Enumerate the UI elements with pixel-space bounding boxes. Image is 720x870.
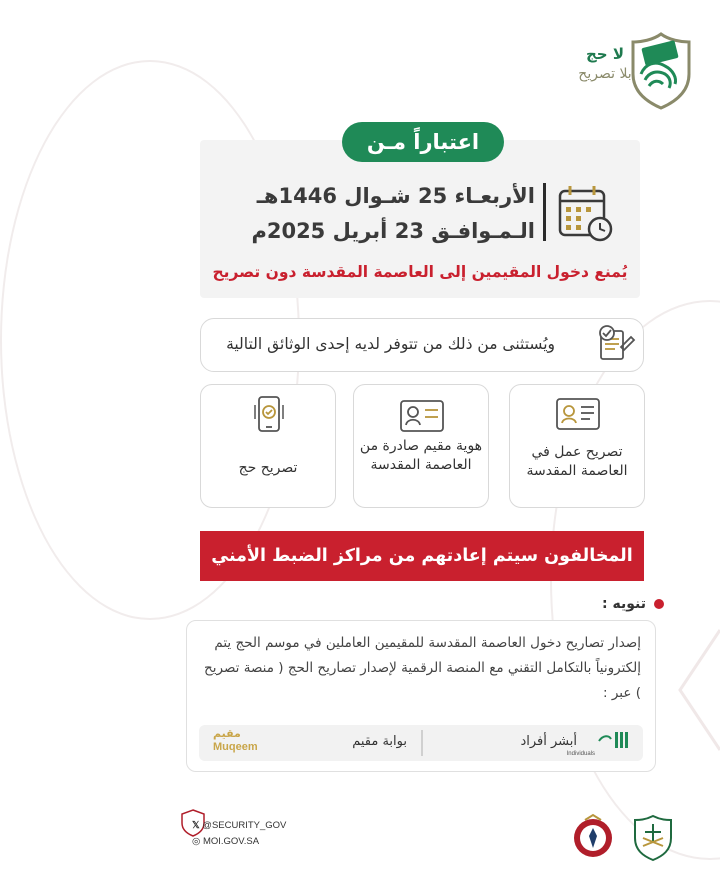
violators-warning: المخالفون سيتم إعادتهم من مراكز الضبط الأمني [200,531,644,581]
x-icon: 𝕏 [192,820,203,831]
resident-id-card-icon [398,397,446,435]
absher-logo-text: Individuals [566,751,595,757]
muqeem-logo-arabic: مقيم [213,727,241,740]
documents-check-icon [593,323,637,367]
website-link[interactable] [192,836,259,847]
document-label: تصريح عمل في العاصمة المقدسة [526,444,628,479]
logo-line-1: لا حج [585,45,624,63]
note-box [186,620,656,772]
note-bullet [654,599,664,609]
absher-logo-icon [566,729,633,757]
note-body: إصدار تصاريح دخول العاصمة المقدسة للمقيمين العاملين في موسم الحج يتم إلكترونياً بالتكامل التقني مع المنصة الرقمية لإصدار تصاريح الحج ( منصة تصريح ) عبر : [204,635,641,701]
brand-logo [575,30,700,110]
exception-text: ويُستثنى من ذلك من تتوفر لديه إحدى الوثائق التالية [226,335,555,353]
document-label: تصريح حج [238,460,298,476]
ministry-emblem-icon [631,812,675,862]
platforms-bar [199,725,643,761]
x-handle-text: @SECURITY_GOV [202,820,287,831]
x-handle[interactable] [192,820,286,831]
social-links [180,806,310,852]
exception-box [200,318,644,372]
calendar-clock-icon [556,183,616,243]
note-title: تنويه : [602,596,646,612]
muqeem-logo [207,727,257,759]
website-text: MOI.GOV.SA [202,836,260,847]
since-label: اعتباراً مـن [342,122,504,162]
work-permit-card-icon [554,395,602,433]
logo-text [575,44,635,84]
date-divider [543,183,546,241]
document-label: هوية مقيم صادرة من العاصمة المقدسة [359,438,483,473]
date-gregorian: الـمـوافـق 23 أبريل 2025م [251,219,535,243]
poster [120,0,720,870]
background-chevron [675,630,720,750]
absher-label: أبشر أفراد [520,734,577,749]
globe-icon: ◎ [192,836,203,847]
date-hijri: الأربعـاء 25 شـوال 1446هـ [256,184,535,208]
platform-divider [421,730,423,756]
document-card-resident-id [353,384,489,508]
entry-ban-text: يُمنع دخول المقيمين إلى العاصمة المقدسة دون تصريح [212,263,628,281]
document-card-hajj-permit [200,384,336,508]
police-emblem-icon [571,812,615,862]
muqeem-label: بوابة مقيم [352,734,407,749]
hajj-permit-shield-icon [625,30,697,110]
muqeem-logo-english: Muqeem [213,741,258,753]
logo-line-2: بلا تصريح [578,66,632,82]
mobile-permit-icon [245,395,293,433]
document-card-work-permit [509,384,645,508]
